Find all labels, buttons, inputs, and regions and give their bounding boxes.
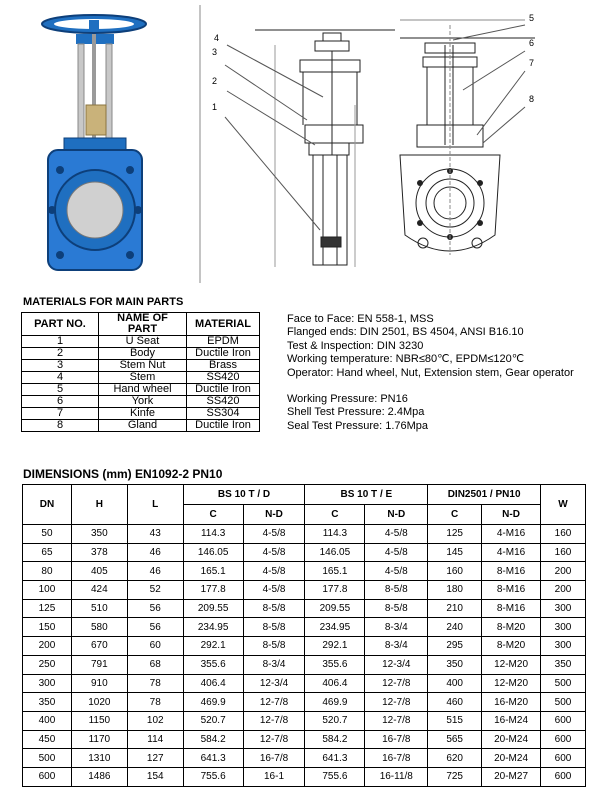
din-nd-cell: 4-M16 [482, 543, 541, 562]
dn-cell: 600 [23, 767, 72, 786]
l-cell: 78 [127, 693, 183, 712]
l-cell: 46 [127, 562, 183, 581]
part-no-cell: 2 [22, 348, 99, 360]
bs10td-c-cell: 406.4 [183, 674, 243, 693]
spec-line: Operator: Hand wheel, Nut, Extension stem, Gear operator [287, 366, 574, 379]
bs10td-c-cell: 146.05 [183, 543, 243, 562]
materials-row [22, 348, 260, 360]
part-name-cell: Body [99, 348, 187, 360]
din-nd-cell: 16-M20 [482, 693, 541, 712]
bs10td-nd-cell: 8-3/4 [243, 655, 305, 674]
w-cell: 160 [541, 525, 586, 544]
part-name-cell: Stem Nut [99, 360, 187, 372]
din-c-cell: 295 [428, 637, 482, 656]
bs10td-nd-cell: 4-5/8 [243, 581, 305, 600]
l-cell: 154 [127, 767, 183, 786]
dimension-row [23, 730, 586, 749]
w-cell: 300 [541, 637, 586, 656]
dn-cell: 65 [23, 543, 72, 562]
w-cell: 200 [541, 562, 586, 581]
din-nd-cell: 8-M20 [482, 637, 541, 656]
part-no-cell: 5 [22, 384, 99, 396]
dimension-row [23, 562, 586, 581]
header-c: C [305, 505, 365, 525]
bs10te-c-cell: 355.6 [305, 655, 365, 674]
material-cell: SS420 [187, 372, 260, 384]
material-cell: SS304 [187, 408, 260, 420]
material-cell: Ductile Iron [187, 384, 260, 396]
materials-row [22, 336, 260, 348]
spec-line: Shell Test Pressure: 2.4Mpa [287, 406, 425, 419]
din-c-cell: 145 [428, 543, 482, 562]
part-name-cell: U Seat [99, 336, 187, 348]
bs10te-nd-cell: 12-7/8 [365, 711, 428, 730]
dimension-row [23, 749, 586, 768]
l-cell: 102 [127, 711, 183, 730]
material-cell: SS420 [187, 396, 260, 408]
din-c-cell: 160 [428, 562, 482, 581]
dn-cell: 350 [23, 693, 72, 712]
bs10te-c-cell: 209.55 [305, 599, 365, 618]
dn-cell: 100 [23, 581, 72, 600]
din-nd-cell: 20-M24 [482, 749, 541, 768]
bs10te-nd-cell: 8-3/4 [365, 637, 428, 656]
w-cell: 350 [541, 655, 586, 674]
part-no-cell: 8 [22, 420, 99, 432]
h-cell: 378 [71, 543, 127, 562]
w-cell: 300 [541, 599, 586, 618]
bs10te-c-cell: 641.3 [305, 749, 365, 768]
din-c-cell: 620 [428, 749, 482, 768]
h-cell: 1150 [71, 711, 127, 730]
l-cell: 78 [127, 674, 183, 693]
bs10te-nd-cell: 4-5/8 [365, 525, 428, 544]
header-bs10-te: BS 10 T / E [305, 485, 428, 505]
h-cell: 1020 [71, 693, 127, 712]
callout-5: 5 [529, 13, 535, 23]
bs10te-nd-cell: 8-3/4 [365, 618, 428, 637]
l-cell: 127 [127, 749, 183, 768]
bs10td-nd-cell: 4-5/8 [243, 525, 305, 544]
dimension-row [23, 599, 586, 618]
h-cell: 791 [71, 655, 127, 674]
callout-3: 3 [212, 47, 218, 57]
dn-cell: 150 [23, 618, 72, 637]
din-c-cell: 515 [428, 711, 482, 730]
callout-6: 6 [529, 38, 535, 48]
materials-header-part-no: PART NO. [22, 313, 99, 336]
l-cell: 46 [127, 543, 183, 562]
dn-cell: 125 [23, 599, 72, 618]
callout-4: 4 [214, 33, 220, 43]
header-nd: N-D [243, 505, 305, 525]
bs10td-c-cell: 292.1 [183, 637, 243, 656]
dn-cell: 50 [23, 525, 72, 544]
dimensions-header-row-1 [23, 485, 586, 505]
bs10te-c-cell: 292.1 [305, 637, 365, 656]
materials-row [22, 360, 260, 372]
materials-title: MATERIALS FOR MAIN PARTS [23, 296, 184, 308]
din-nd-cell: 20-M27 [482, 767, 541, 786]
din-c-cell: 180 [428, 581, 482, 600]
header-w: W [541, 485, 586, 525]
din-nd-cell: 8-M16 [482, 562, 541, 581]
part-no-cell: 7 [22, 408, 99, 420]
h-cell: 350 [71, 525, 127, 544]
bs10td-c-cell: 165.1 [183, 562, 243, 581]
w-cell: 600 [541, 749, 586, 768]
materials-row [22, 396, 260, 408]
bs10te-nd-cell: 4-5/8 [365, 562, 428, 581]
dimension-row [23, 655, 586, 674]
bs10te-nd-cell: 12-3/4 [365, 655, 428, 674]
dimensions-title: DIMENSIONS (mm) EN1092-2 PN10 [23, 467, 223, 481]
l-cell: 56 [127, 618, 183, 637]
header-bs10-td: BS 10 T / D [183, 485, 305, 505]
din-nd-cell: 4-M16 [482, 525, 541, 544]
din-c-cell: 400 [428, 674, 482, 693]
dimension-row [23, 543, 586, 562]
dn-cell: 450 [23, 730, 72, 749]
dimension-row [23, 618, 586, 637]
header-c: C [183, 505, 243, 525]
l-cell: 68 [127, 655, 183, 674]
bs10td-c-cell: 355.6 [183, 655, 243, 674]
bs10td-c-cell: 234.95 [183, 618, 243, 637]
din-nd-cell: 8-M20 [482, 618, 541, 637]
bs10td-nd-cell: 12-7/8 [243, 711, 305, 730]
part-no-cell: 3 [22, 360, 99, 372]
header-c: C [428, 505, 482, 525]
bs10td-c-cell: 177.8 [183, 581, 243, 600]
bs10te-nd-cell: 4-5/8 [365, 543, 428, 562]
h-cell: 1486 [71, 767, 127, 786]
din-c-cell: 240 [428, 618, 482, 637]
callout-2: 2 [212, 76, 218, 86]
din-nd-cell: 16-M24 [482, 711, 541, 730]
din-nd-cell: 8-M16 [482, 599, 541, 618]
materials-header-name: NAME OF PART [99, 313, 187, 336]
dn-cell: 200 [23, 637, 72, 656]
h-cell: 1310 [71, 749, 127, 768]
din-nd-cell: 20-M24 [482, 730, 541, 749]
bs10td-nd-cell: 16-7/8 [243, 749, 305, 768]
dn-cell: 250 [23, 655, 72, 674]
din-c-cell: 565 [428, 730, 482, 749]
h-cell: 910 [71, 674, 127, 693]
dimension-row [23, 693, 586, 712]
bs10td-nd-cell: 12-7/8 [243, 693, 305, 712]
bs10td-nd-cell: 12-3/4 [243, 674, 305, 693]
bs10td-nd-cell: 4-5/8 [243, 562, 305, 581]
part-name-cell: Stem [99, 372, 187, 384]
materials-row [22, 372, 260, 384]
bs10td-nd-cell: 12-7/8 [243, 730, 305, 749]
din-c-cell: 725 [428, 767, 482, 786]
bs10td-c-cell: 469.9 [183, 693, 243, 712]
din-nd-cell: 12-M20 [482, 674, 541, 693]
material-cell: Ductile Iron [187, 348, 260, 360]
din-c-cell: 125 [428, 525, 482, 544]
header-l: L [127, 485, 183, 525]
part-no-cell: 6 [22, 396, 99, 408]
bs10td-c-cell: 520.7 [183, 711, 243, 730]
material-cell: Ductile Iron [187, 420, 260, 432]
bs10te-c-cell: 234.95 [305, 618, 365, 637]
din-c-cell: 350 [428, 655, 482, 674]
h-cell: 670 [71, 637, 127, 656]
spec-line: Test & Inspection: DIN 3230 [287, 339, 424, 352]
bs10td-c-cell: 584.2 [183, 730, 243, 749]
callout-labels [0, 0, 600, 290]
w-cell: 500 [541, 693, 586, 712]
dimensions-table [22, 484, 586, 787]
w-cell: 500 [541, 674, 586, 693]
dimension-row [23, 767, 586, 786]
callout-8: 8 [529, 94, 535, 104]
l-cell: 52 [127, 581, 183, 600]
header-nd: N-D [365, 505, 428, 525]
material-cell: Brass [187, 360, 260, 372]
materials-row [22, 408, 260, 420]
header-dn: DN [23, 485, 72, 525]
bs10td-nd-cell: 8-5/8 [243, 599, 305, 618]
bs10te-c-cell: 114.3 [305, 525, 365, 544]
din-c-cell: 460 [428, 693, 482, 712]
header-din2501: DIN2501 / PN10 [428, 485, 541, 505]
callout-1: 1 [212, 102, 218, 112]
bs10te-nd-cell: 16-7/8 [365, 749, 428, 768]
materials-header-row [22, 313, 260, 336]
dimension-row [23, 581, 586, 600]
materials-table [21, 312, 260, 432]
bs10te-c-cell: 755.6 [305, 767, 365, 786]
dimension-row [23, 637, 586, 656]
dimension-row [23, 711, 586, 730]
h-cell: 510 [71, 599, 127, 618]
w-cell: 160 [541, 543, 586, 562]
material-cell: EPDM [187, 336, 260, 348]
part-no-cell: 4 [22, 372, 99, 384]
bs10td-c-cell: 114.3 [183, 525, 243, 544]
bs10td-nd-cell: 4-5/8 [243, 543, 305, 562]
bs10td-nd-cell: 8-5/8 [243, 618, 305, 637]
bs10td-nd-cell: 16-1 [243, 767, 305, 786]
w-cell: 300 [541, 618, 586, 637]
bs10te-c-cell: 584.2 [305, 730, 365, 749]
spec-line: Working temperature: NBR≤80℃, EPDM≤120℃ [287, 353, 525, 366]
h-cell: 405 [71, 562, 127, 581]
l-cell: 114 [127, 730, 183, 749]
part-name-cell: York [99, 396, 187, 408]
bs10te-c-cell: 406.4 [305, 674, 365, 693]
bs10te-nd-cell: 16-7/8 [365, 730, 428, 749]
dimension-row [23, 525, 586, 544]
bs10td-c-cell: 641.3 [183, 749, 243, 768]
bs10te-nd-cell: 16-11/8 [365, 767, 428, 786]
bs10te-nd-cell: 12-7/8 [365, 674, 428, 693]
bs10td-c-cell: 755.6 [183, 767, 243, 786]
w-cell: 600 [541, 730, 586, 749]
din-nd-cell: 8-M16 [482, 581, 541, 600]
l-cell: 43 [127, 525, 183, 544]
dn-cell: 500 [23, 749, 72, 768]
spec-line: Flanged ends: DIN 2501, BS 4504, ANSI B16.10 [287, 326, 524, 339]
bs10td-c-cell: 209.55 [183, 599, 243, 618]
materials-header-material: MATERIAL [187, 313, 260, 336]
din-nd-cell: 12-M20 [482, 655, 541, 674]
h-cell: 580 [71, 618, 127, 637]
w-cell: 200 [541, 581, 586, 600]
l-cell: 56 [127, 599, 183, 618]
materials-row [22, 384, 260, 396]
spec-line: Seal Test Pressure: 1.76Mpa [287, 419, 429, 432]
dimension-row [23, 674, 586, 693]
bs10te-c-cell: 177.8 [305, 581, 365, 600]
part-name-cell: Hand wheel [99, 384, 187, 396]
bs10te-nd-cell: 8-5/8 [365, 581, 428, 600]
callout-7: 7 [529, 58, 535, 68]
bs10te-c-cell: 469.9 [305, 693, 365, 712]
spec-line: Face to Face: EN 558-1, MSS [287, 313, 434, 325]
w-cell: 600 [541, 767, 586, 786]
dn-cell: 80 [23, 562, 72, 581]
l-cell: 60 [127, 637, 183, 656]
dn-cell: 400 [23, 711, 72, 730]
header-h: H [71, 485, 127, 525]
din-c-cell: 210 [428, 599, 482, 618]
w-cell: 600 [541, 711, 586, 730]
materials-row [22, 420, 260, 432]
bs10te-c-cell: 146.05 [305, 543, 365, 562]
bs10te-nd-cell: 12-7/8 [365, 693, 428, 712]
bs10te-c-cell: 520.7 [305, 711, 365, 730]
dn-cell: 300 [23, 674, 72, 693]
part-no-cell: 1 [22, 336, 99, 348]
bs10te-nd-cell: 8-5/8 [365, 599, 428, 618]
spec-line: Working Pressure: PN16 [287, 393, 408, 406]
header-nd: N-D [482, 505, 541, 525]
part-name-cell: Kinfe [99, 408, 187, 420]
part-name-cell: Gland [99, 420, 187, 432]
bs10td-nd-cell: 8-5/8 [243, 637, 305, 656]
h-cell: 1170 [71, 730, 127, 749]
bs10te-c-cell: 165.1 [305, 562, 365, 581]
specifications [287, 313, 574, 433]
h-cell: 424 [71, 581, 127, 600]
